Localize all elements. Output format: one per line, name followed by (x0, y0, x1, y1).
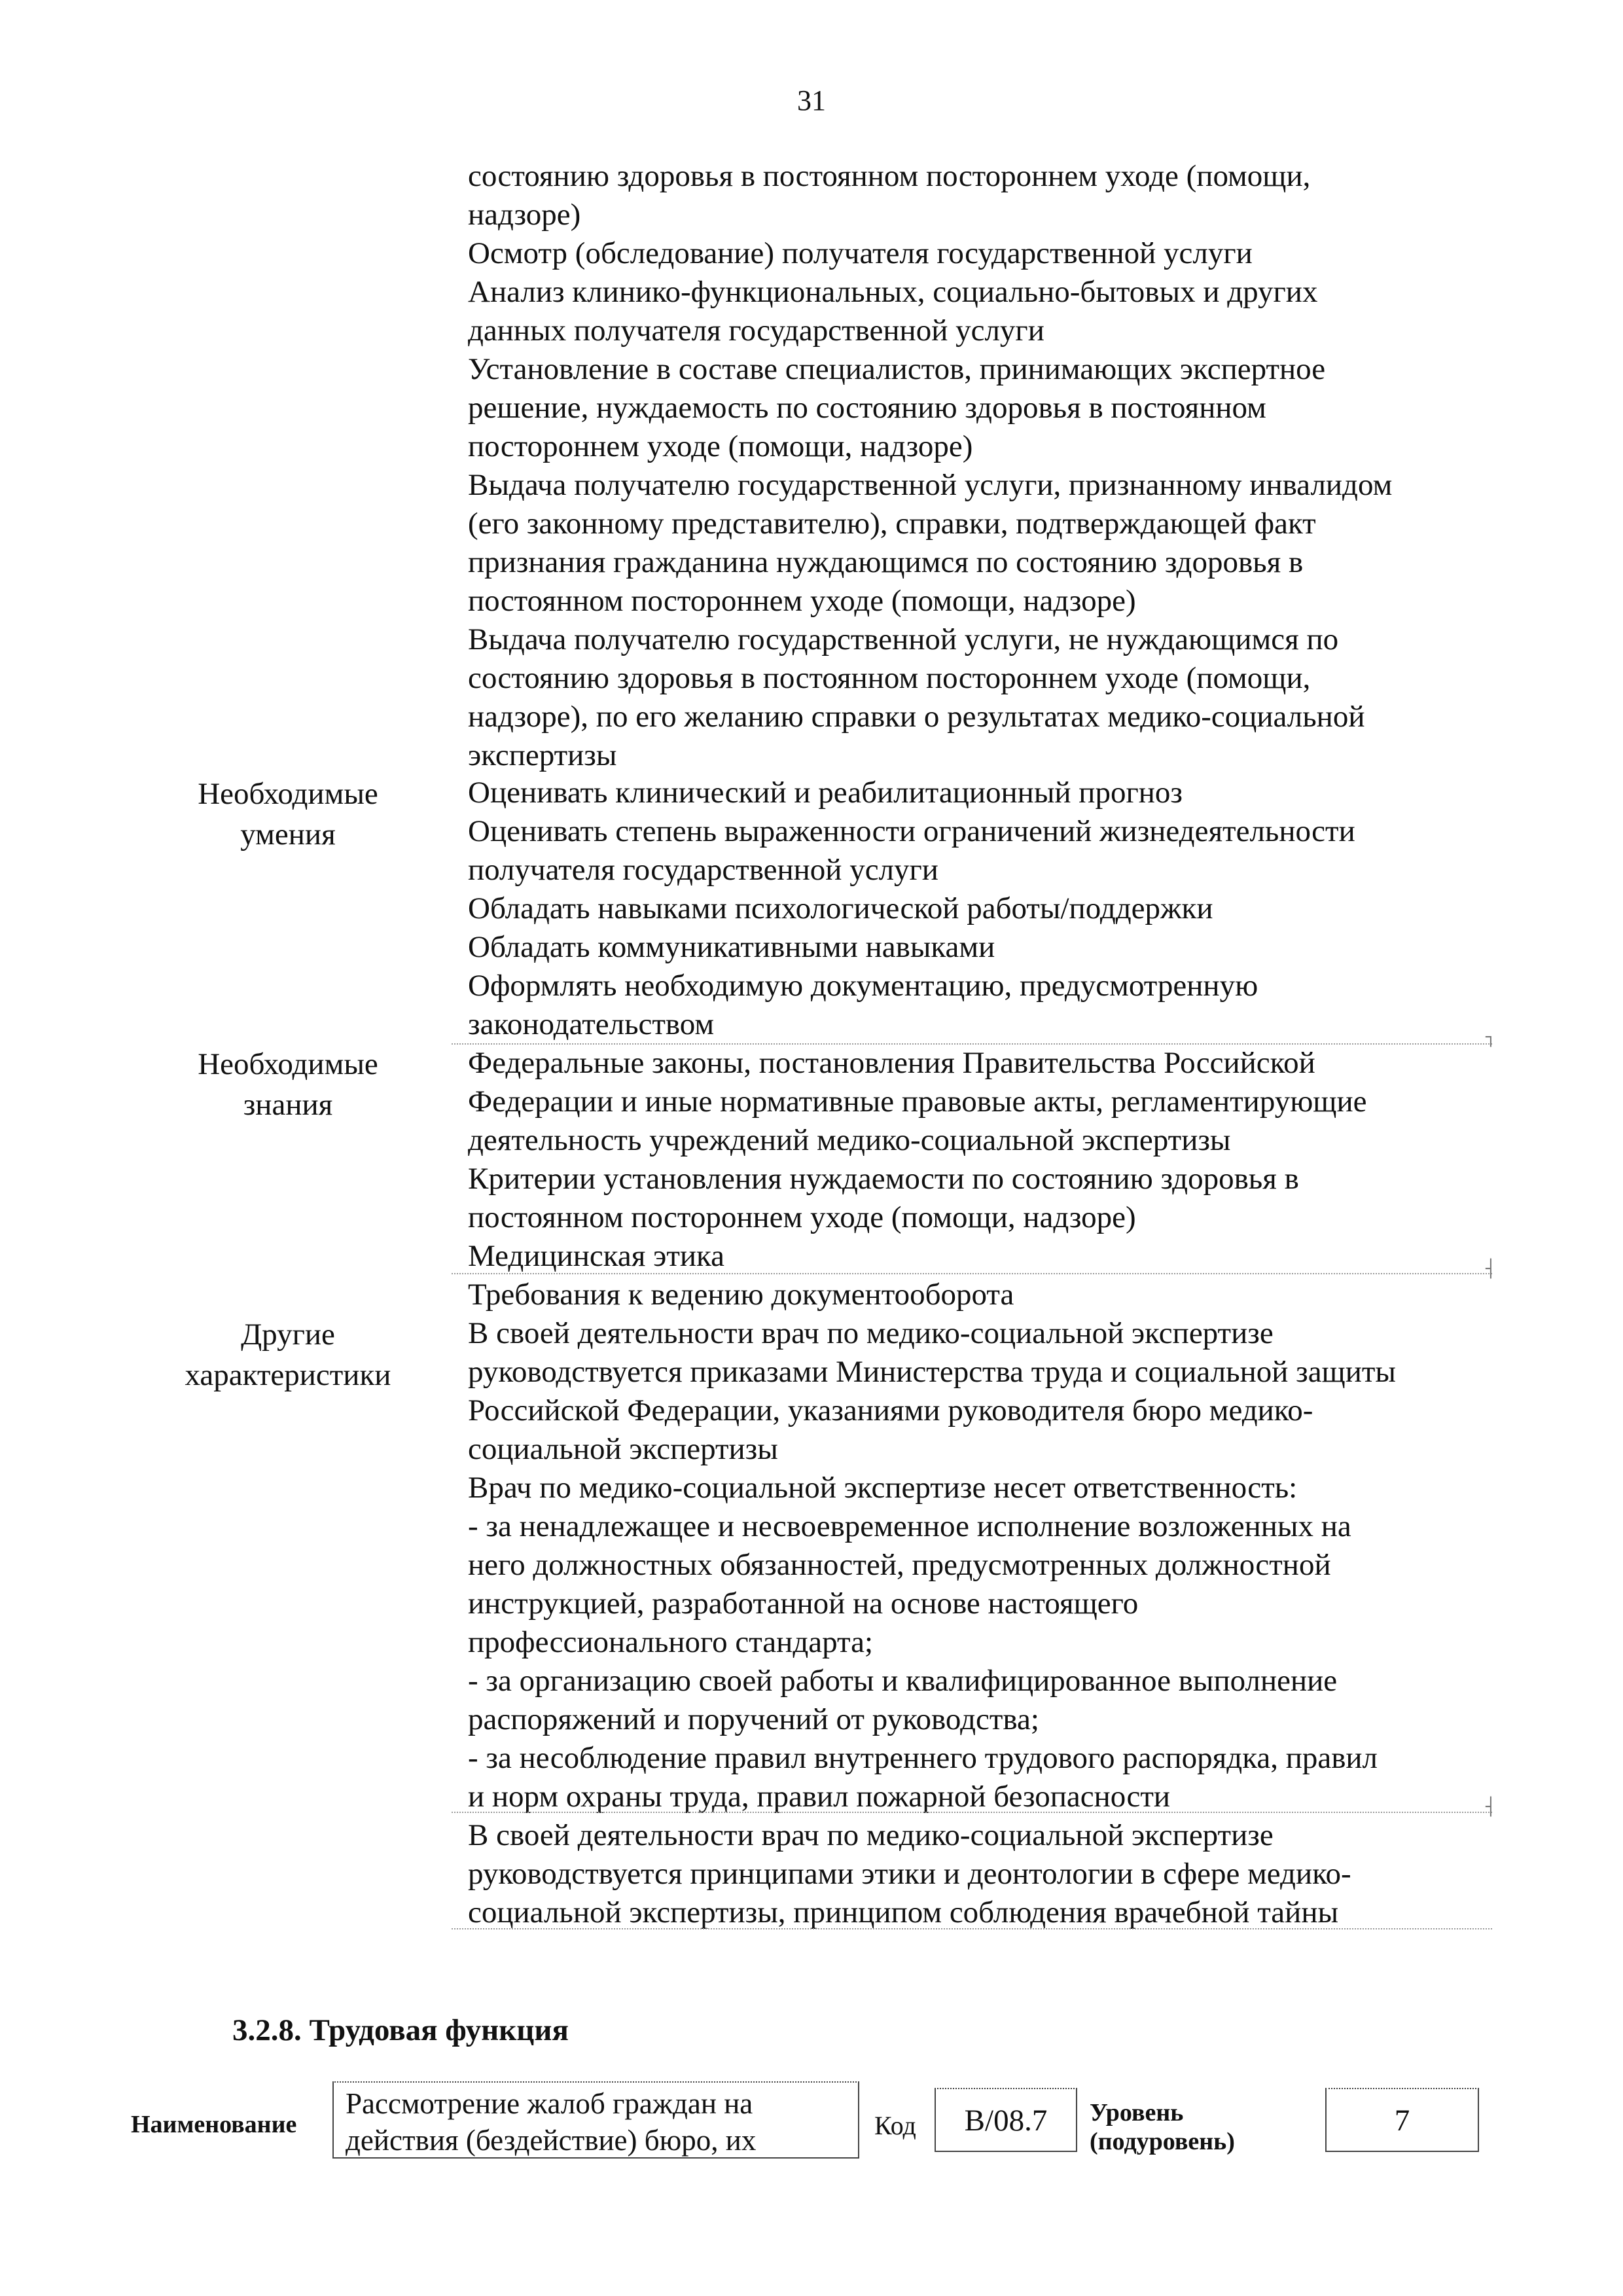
level-value-box: 7 (1325, 2088, 1479, 2152)
text-line: постороннем уходе (помощи, надзоре) (468, 429, 973, 463)
knowledge-line: Медицинская этика (468, 1239, 724, 1273)
text-line: решение, нуждаемость по состоянию здоровья в постоянном (468, 391, 1266, 425)
skill-line: Оценивать клинический и реабилитационный прогноз (468, 776, 1183, 810)
characteristic-line: инструкцией, разработанной на основе настоящего (468, 1587, 1139, 1621)
text-line: данных получателя государственной услуги (468, 314, 1044, 348)
characteristic-line: Врач по медико-социальной экспертизе несет ответственность: (468, 1471, 1298, 1505)
characteristic-line: Российской Федерации, указаниями руководителя бюро медико- (468, 1393, 1313, 1427)
level-label: Уровень (подуровень) (1090, 2099, 1235, 2155)
characteristic-line: В своей деятельности врач по медико-социальной экспертизе (468, 1316, 1274, 1350)
text-line: состоянию здоровья в постоянном постороннем уходе (помощи, (468, 661, 1311, 695)
characteristic-line: руководствуется приказами Министерства труда и социальной защиты (468, 1355, 1397, 1389)
other-list (468, 1314, 1489, 1932)
row-divider (452, 1812, 1492, 1813)
other-label: Другие характеристики (185, 1318, 391, 1392)
table-bottom-border (452, 1928, 1492, 1929)
cell-corner-mark: ┤ (1486, 1259, 1496, 1279)
characteristic-line: руководствуется принципами этики и деонтологии в сфере медико- (468, 1857, 1351, 1891)
name-value-box: Рассмотрение жалоб граждан на действия (бездействие) бюро, их (332, 2081, 859, 2159)
name-label: Наименование (131, 2111, 297, 2138)
skill-line: получателя государственной услуги (468, 853, 938, 887)
text-line: экспертизы (468, 738, 617, 772)
code-value-box: B/08.7 (935, 2088, 1077, 2152)
characteristic-line: В своей деятельности врач по медико-социальной экспертизе (468, 1818, 1274, 1852)
text-line: Анализ клинико-функциональных, социально-бытовых и других (468, 275, 1318, 309)
skill-line: законодательством (468, 1007, 715, 1041)
characteristic-line: - за несоблюдение правил внутреннего трудового распорядка, правил (468, 1741, 1378, 1775)
knowledge-line: Требования к ведению документооборота (468, 1278, 1014, 1312)
text-line: надзоре), по его желанию справки о результатах медико-социальной (468, 700, 1365, 734)
row-divider (452, 1273, 1492, 1274)
skills-label: Необходимые умения (198, 777, 378, 852)
text-line: Установление в составе специалистов, принимающих экспертное (468, 352, 1326, 386)
skill-line: Оценивать степень выраженности ограничений жизнедеятельности (468, 814, 1355, 848)
labor-actions-continuation (468, 157, 1489, 775)
text-line: Выдача получателю государственной услуги, признанному инвалидом (468, 468, 1393, 502)
skill-line: Обладать навыками психологической работы/поддержки (468, 891, 1213, 925)
characteristic-line: социальной экспертизы, принципом соблюдения врачебной тайны (468, 1895, 1339, 1929)
text-line: надзоре) (468, 198, 581, 232)
knowledge-line: деятельность учреждений медико-социальной экспертизы (468, 1123, 1231, 1157)
text-line: (его законному представителю), справки, подтверждающей факт (468, 507, 1316, 541)
skill-line: Оформлять необходимую документацию, предусмотренную (468, 969, 1258, 1003)
characteristic-line: профессионального стандарта; (468, 1625, 874, 1659)
labor-function-header (131, 2081, 1492, 2160)
characteristic-line: распоряжений и поручений от руководства; (468, 1702, 1039, 1736)
text-line: признания гражданина нуждающимся по состоянию здоровья в (468, 545, 1304, 579)
knowledge-line: постоянном постороннем уходе (помощи, надзоре) (468, 1200, 1136, 1234)
text-line: постоянном постороннем уходе (помощи, надзоре) (468, 584, 1136, 618)
characteristic-line: и норм охраны труда, правил пожарной безопасности (468, 1780, 1171, 1814)
cell-corner-mark: ┤ (1486, 1797, 1496, 1817)
section-heading: 3.2.8. Трудовая функция (232, 2013, 569, 2047)
text-line: Выдача получателю государственной услуги, не нуждающимся по (468, 622, 1339, 656)
knowledge-line: Федеральные законы, постановления Правительства Российской (468, 1046, 1315, 1080)
cell-corner-mark: ┐ (1486, 1028, 1496, 1047)
characteristic-line: него должностных обязанностей, предусмотренных должностной (468, 1548, 1331, 1582)
knowledge-line: Критерии установления нуждаемости по состоянию здоровья в (468, 1162, 1299, 1196)
knowledge-label: Необходимые знания (198, 1047, 378, 1122)
text-line: состоянию здоровья в постоянном постороннем уходе (помощи, (468, 159, 1311, 193)
knowledge-line: Федерации и иные нормативные правовые акты, регламентирующие (468, 1085, 1367, 1119)
characteristic-line: социальной экспертизы (468, 1432, 778, 1466)
characteristic-line: - за ненадлежащее и несвоевременное исполнение возложенных на (468, 1509, 1351, 1543)
page-number: 31 (797, 84, 826, 117)
characteristic-line: - за организацию своей работы и квалифицированное выполнение (468, 1664, 1338, 1698)
skills-list (468, 774, 1489, 1044)
text-line: Осмотр (обследование) получателя государственной услуги (468, 236, 1253, 270)
skill-line: Обладать коммуникативными навыками (468, 930, 995, 964)
code-label: Код (874, 2111, 916, 2140)
